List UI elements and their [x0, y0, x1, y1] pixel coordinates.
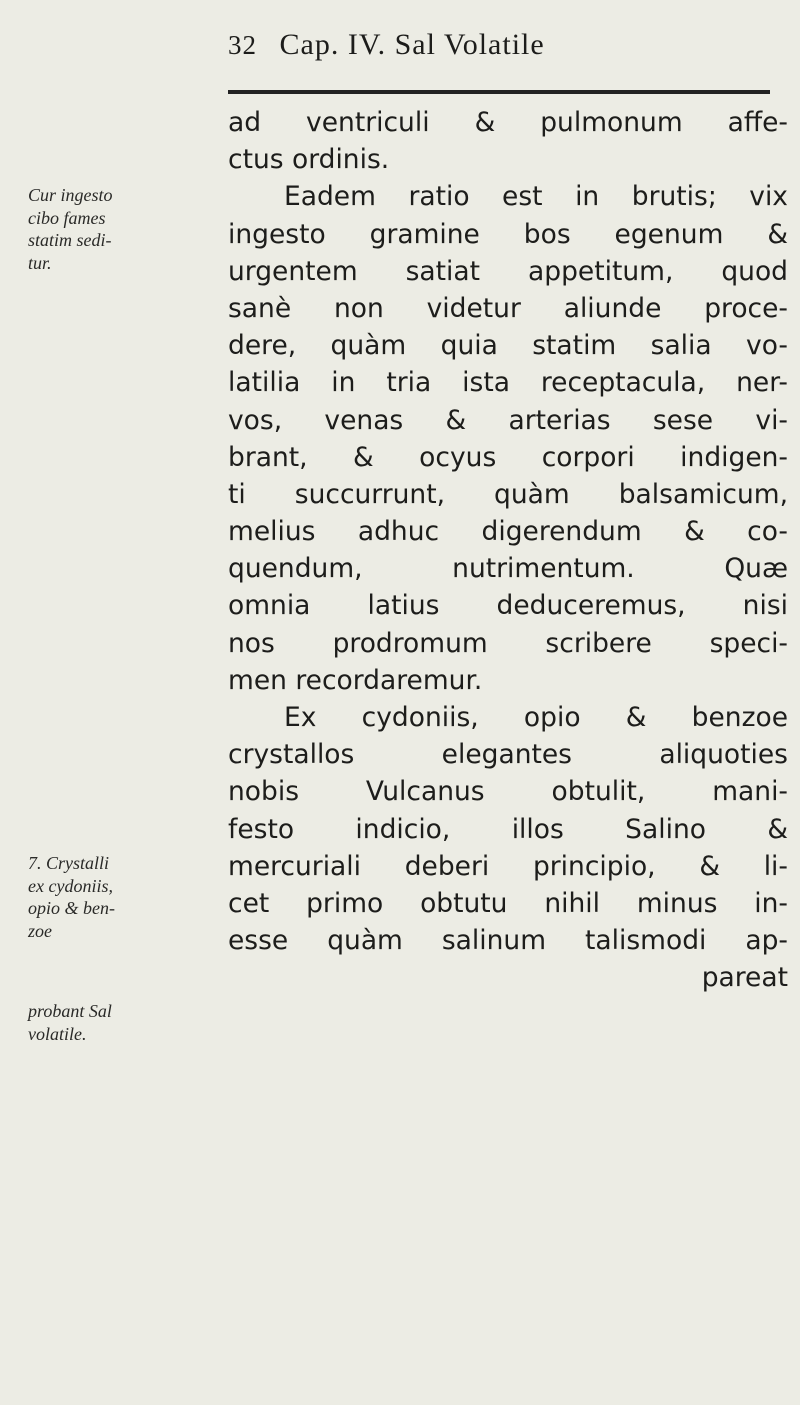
catchword: pareat: [701, 962, 788, 994]
margin-note-line: probant Sal: [28, 1001, 112, 1021]
text-line: crystallos elegantes aliquoties: [228, 739, 788, 771]
text-line: Eadem ratio est in brutis; vix: [284, 181, 788, 213]
margin-note-line: ex cydoniis,: [28, 875, 113, 896]
text-line: ingesto gramine bos egenum &: [228, 218, 788, 250]
body-text: [228, 104, 788, 997]
margin-note-2: [28, 852, 218, 942]
margin-note-line: statim sedi-: [28, 230, 112, 250]
text-line: vos, venas & arterias sese vi-: [228, 404, 788, 436]
text-line: sanè non videtur aliunde proce-: [228, 292, 788, 324]
text-line: mercuriali deberi principio, & li-: [228, 850, 788, 882]
text-line: melius adhuc digerendum & co-: [228, 516, 788, 548]
running-header: [228, 28, 545, 62]
text-line: quendum, nutrimentum. Quæ: [228, 553, 788, 585]
text-line: festo indicio, illos Salino &: [228, 813, 788, 845]
margin-note-3: [28, 1000, 218, 1045]
text-line: cet primo obtutu nihil minus in-: [228, 887, 788, 919]
margin-note-line: tur.: [28, 252, 52, 273]
text-line: brant, & ocyus corpori indigen-: [228, 441, 788, 473]
text-line: men recordaremur.: [228, 664, 483, 696]
header-rule: [228, 90, 770, 94]
margin-note-line: opio & ben-: [28, 898, 115, 918]
margin-note-line: cibo fames: [28, 207, 106, 228]
margin-note-1: [28, 184, 218, 274]
margin-note-line: Cur ingesto: [28, 185, 113, 205]
margin-note-line: zoe: [28, 920, 52, 941]
text-line: omnia latius deduceremus, nisi: [228, 590, 788, 622]
text-line: ad ventriculi & pulmonum affe-: [228, 107, 788, 138]
text-line: Ex cydoniis, opio & benzoe: [284, 702, 788, 733]
text-line: nos prodromum scribere speci-: [228, 627, 788, 659]
text-line: nobis Vulcanus obtulit, mani-: [228, 776, 788, 808]
margin-note-line: 7. Crystalli: [28, 853, 110, 873]
margin-note-line: volatile.: [28, 1023, 87, 1044]
text-line: ti succurrunt, quàm balsamicum,: [228, 478, 788, 510]
text-line: urgentem satiat appetitum, quod: [228, 255, 788, 287]
page-number: 32: [228, 30, 257, 60]
running-title: Cap. IV. Sal Volatile: [279, 28, 545, 61]
text-line: latilia in tria ista receptacula, ner-: [228, 367, 788, 399]
text-line: ctus ordinis.: [228, 144, 390, 176]
text-line: esse quàm salinum talismodi ap-: [228, 925, 788, 957]
text-line: dere, quàm quia statim salia vo-: [228, 330, 788, 362]
